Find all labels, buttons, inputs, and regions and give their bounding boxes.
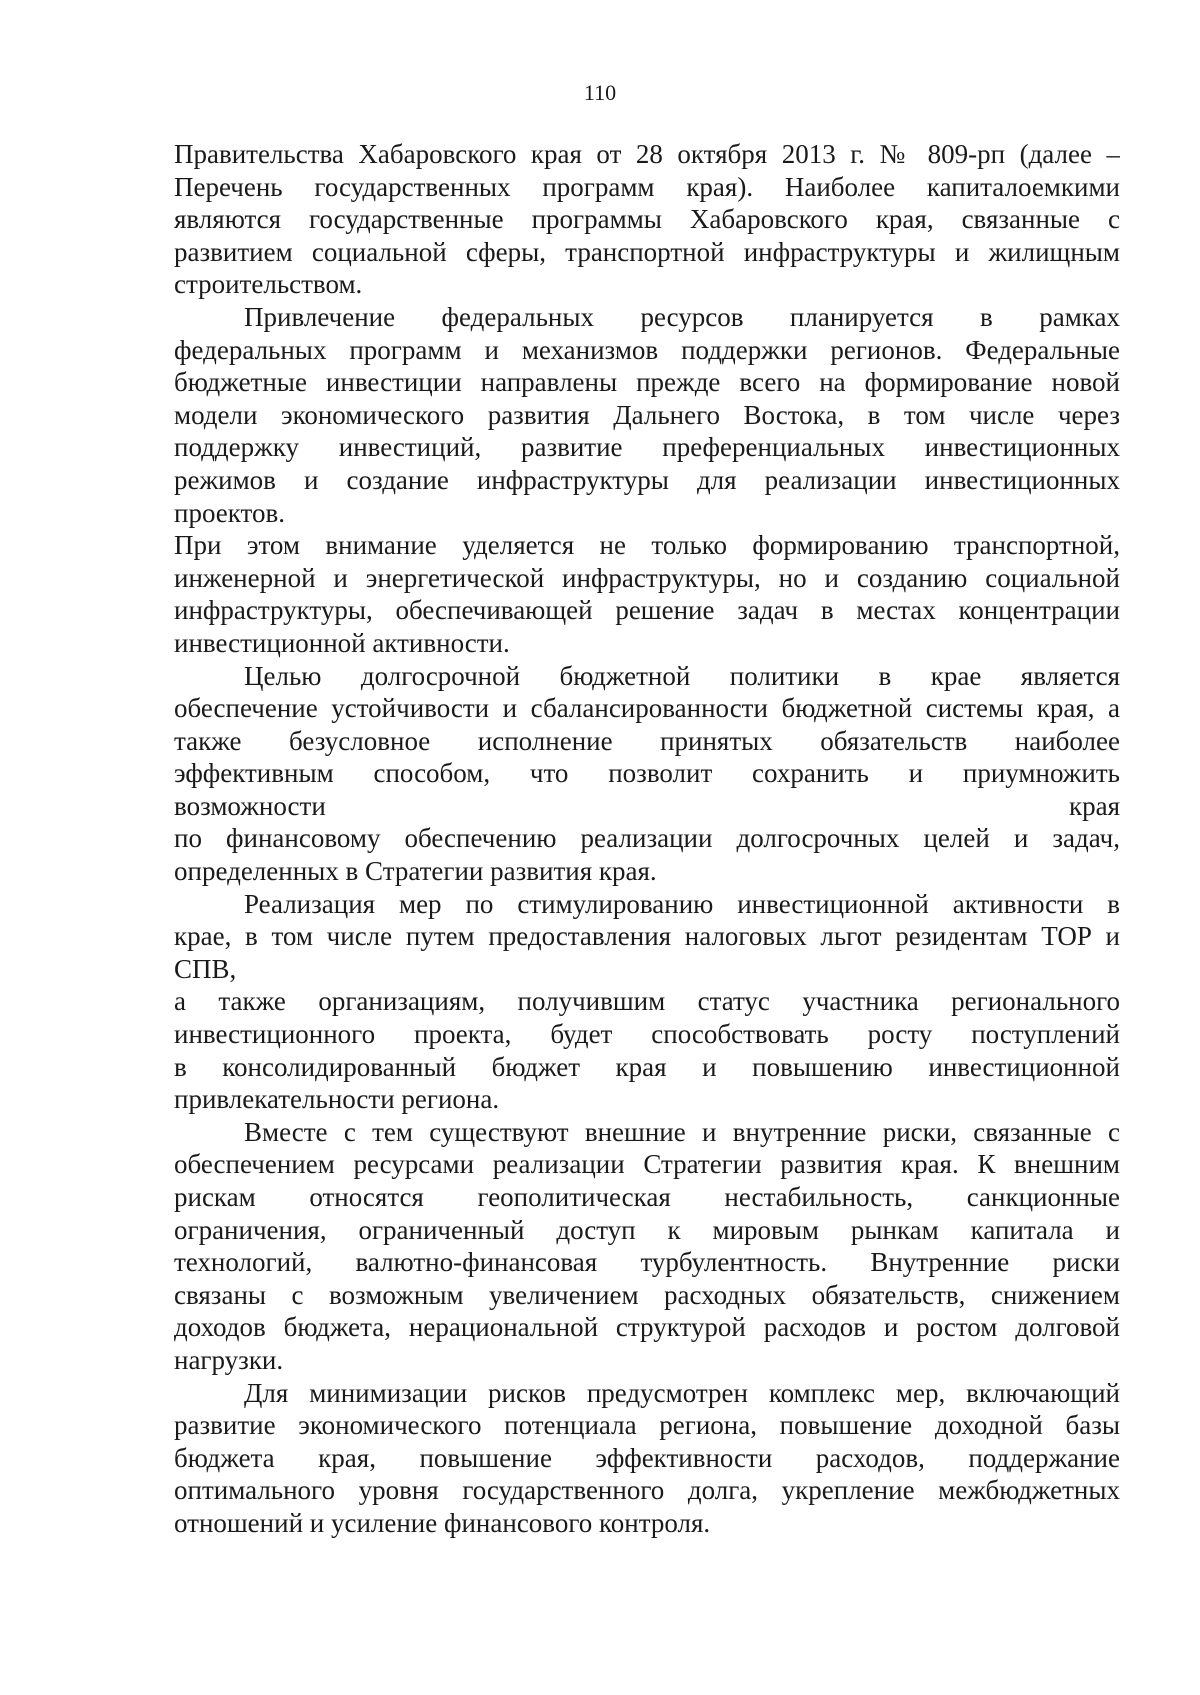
text-line: отношений и усиление финансового контроля. — [174, 1507, 711, 1538]
paragraph — [174, 888, 1120, 986]
text-line: бюджета края, повышение эффективности расходов, поддержание — [174, 1442, 1120, 1473]
text-line: Для минимизации рисков предусмотрен комплекс мер, включающий — [244, 1377, 1120, 1408]
text-line: привлекательности региона. — [174, 1084, 500, 1115]
text-line: возможности края — [174, 790, 1120, 821]
text-line: обеспечением ресурсами реализации Стратегии развития края. К внешним — [174, 1149, 1120, 1180]
text-line: ограничения, ограниченный доступ к мировым рынкам капитала и — [174, 1214, 1120, 1245]
text-line: доходов бюджета, нерациональной структурой расходов и ростом долговой — [174, 1312, 1120, 1343]
text-line: рискам относятся геополитическая нестабильность, санкционные — [174, 1182, 1120, 1212]
text-line: крае, в том числе путем предоставления налоговых льгот резидентам ТОР и — [174, 921, 1120, 952]
text-line: технологий, валютно-финансовая турбулентность. Внутренние риски — [174, 1247, 1120, 1278]
text-line: обеспечение устойчивости и сбалансированности бюджетной системы края, а — [174, 693, 1120, 724]
text-line: оптимального уровня государственного долга, укрепление межбюджетных — [174, 1475, 1120, 1506]
text-line: федеральных программ и механизмов поддержки регионов. Федеральные — [174, 334, 1120, 365]
text-line: режимов и создание инфраструктуры для реализации инвестиционных — [174, 464, 1120, 495]
paragraph — [174, 1116, 1120, 1377]
text-line: Реализация мер по стимулированию инвестиционной активности в — [244, 888, 1120, 919]
text-line: СПВ, — [174, 953, 237, 984]
text-line: по финансовому обеспечению реализации долгосрочных целей и задач, — [174, 823, 1120, 854]
text-line: строительством. — [174, 269, 363, 300]
text-line: в консолидированный бюджет края и повышению инвестиционной — [174, 1051, 1120, 1082]
text-line: развитием социальной сферы, транспортной инфраструктуры и жилищным — [174, 236, 1120, 267]
text-line: связаны с возможным увеличением расходных обязательств, снижением — [174, 1279, 1120, 1310]
document-body — [174, 138, 1120, 1540]
text-line: инвестиционного проекта, будет способствовать росту поступлений — [174, 1019, 1120, 1050]
text-line: При этом внимание уделяется не только формированию транспортной, — [174, 530, 1120, 561]
text-line: а также организациям, получившим статус участника регионального — [174, 986, 1120, 1017]
text-line: проектов. — [174, 497, 285, 528]
text-line: поддержку инвестиций, развитие преференциальных инвестиционных — [174, 432, 1120, 463]
text-line: эффективным способом, что позволит сохранить и приумножить — [174, 758, 1120, 789]
text-line: Перечень государственных программ края). Наиболее капиталоемкими — [174, 171, 1120, 202]
paragraph — [174, 660, 1120, 888]
text-line: инфраструктуры, обеспечивающей решение задач в местах концентрации — [174, 595, 1120, 626]
text-line: бюджетные инвестиции направлены прежде всего на формирование новой — [174, 367, 1120, 398]
paragraph — [174, 138, 1120, 301]
text-line: определенных в Стратегии развития края. — [174, 856, 657, 887]
paragraph — [174, 301, 1120, 529]
text-line: развитие экономического потенциала региона, повышение доходной базы — [174, 1410, 1120, 1441]
paragraph — [174, 985, 1120, 1115]
paragraph — [174, 529, 1120, 659]
page-number: 110 — [583, 80, 617, 105]
text-line: Целью долгосрочной бюджетной политики в крае является — [244, 660, 1120, 691]
text-line: также безусловное исполнение принятых обязательств наиболее — [174, 725, 1120, 756]
text-line: являются государственные программы Хабаровского края, связанные с — [174, 204, 1120, 235]
text-line: инвестиционной активности. — [174, 627, 510, 658]
text-line: Правительства Хабаровского края от 28 октября 2013 г. № 809-рп (далее – — [174, 139, 1120, 169]
text-line: нагрузки. — [174, 1344, 284, 1375]
text-line: Вместе с тем существуют внешние и внутренние риски, связанные с — [244, 1116, 1120, 1147]
text-line: модели экономического развития Дальнего Востока, в том числе через — [174, 399, 1120, 430]
text-line: инженерной и энергетической инфраструктуры, но и созданию социальной — [174, 562, 1120, 593]
text-line: Привлечение федеральных ресурсов планируется в рамках — [244, 301, 1120, 332]
paragraph — [174, 1377, 1120, 1540]
